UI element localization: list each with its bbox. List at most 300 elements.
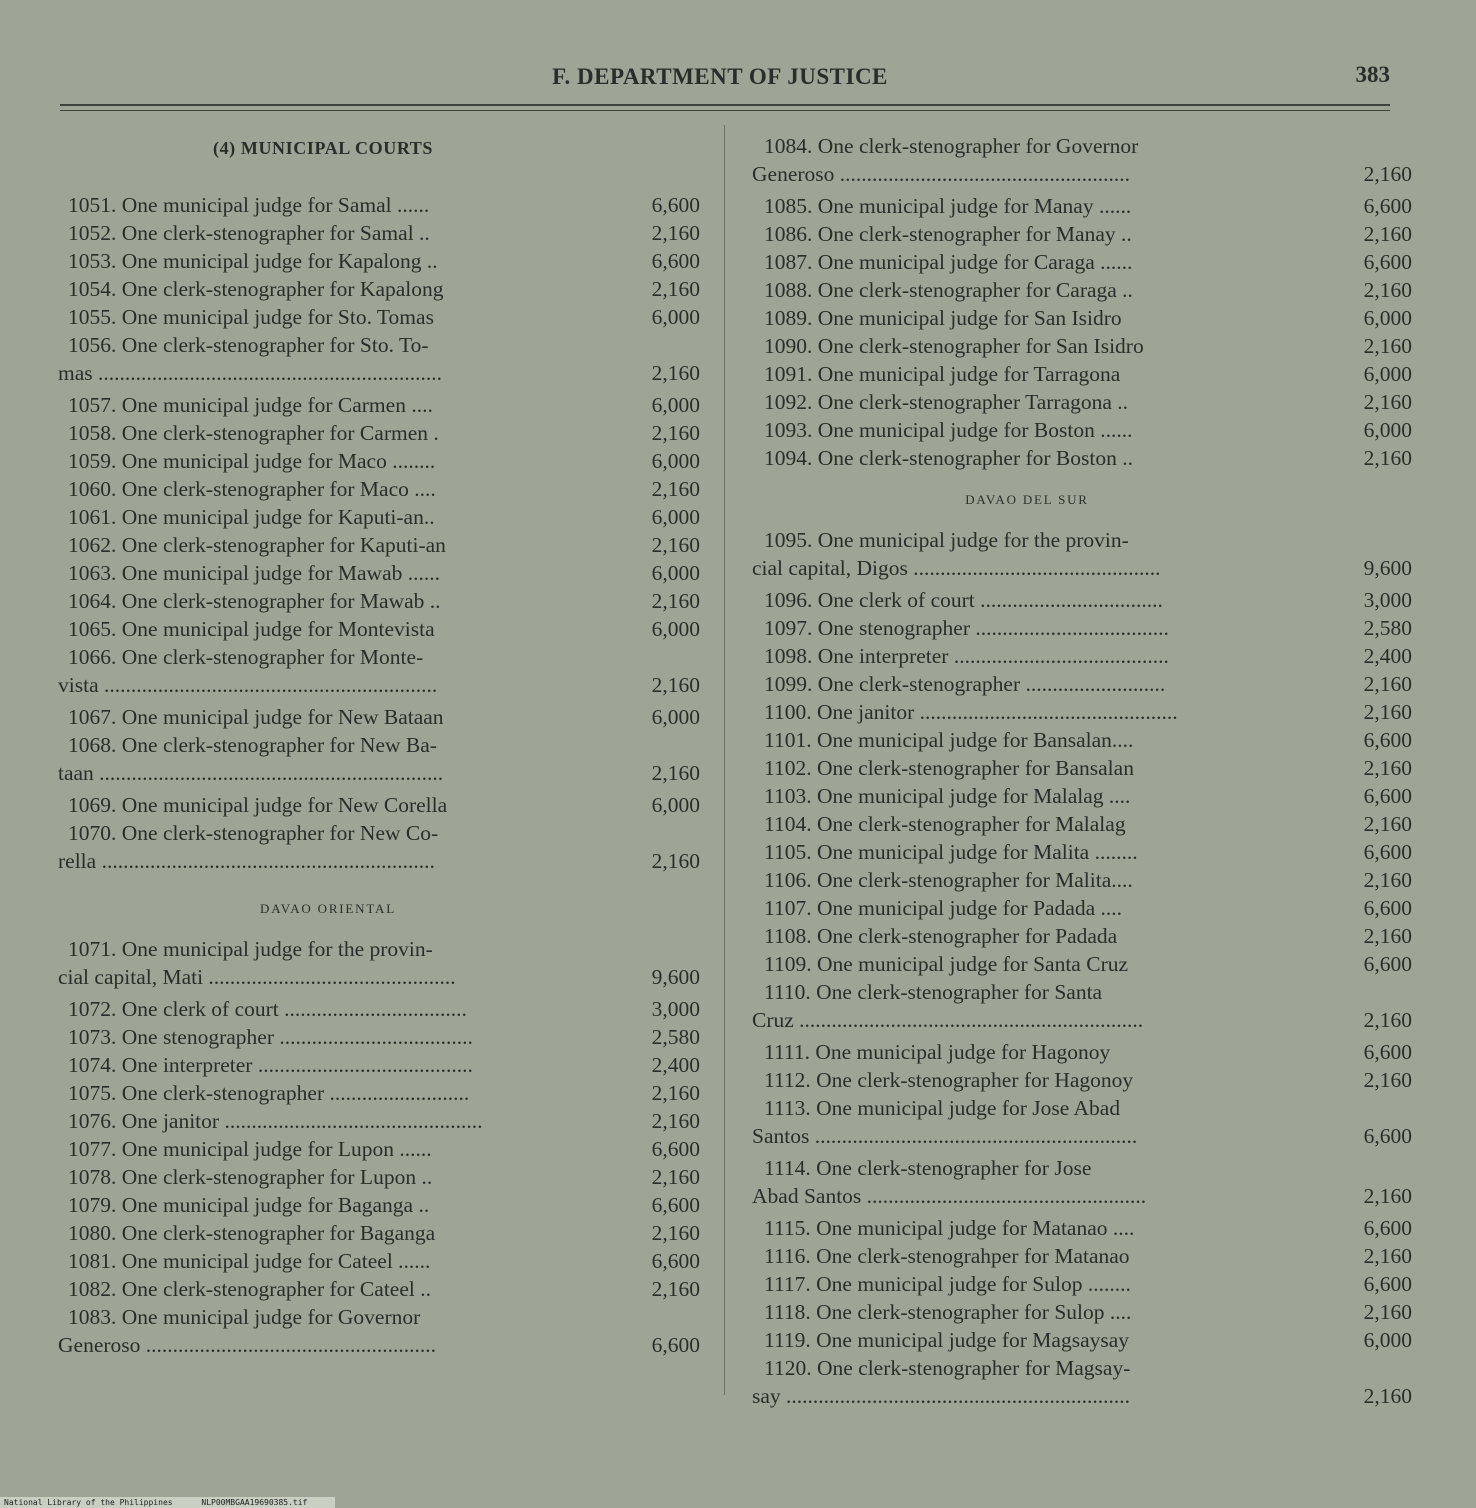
item-text: 1060. One clerk-stenographer for Maco ....	[68, 477, 436, 501]
item-description	[58, 303, 540, 331]
budget-item	[752, 950, 1412, 978]
item-amount: 9,600	[651, 965, 700, 989]
item-amount: 2,160	[1363, 222, 1412, 246]
item-amount: 2,400	[1363, 644, 1412, 668]
item-text: 1064. One clerk-stenographer for Mawab ..	[68, 589, 441, 613]
item-text: 1095. One municipal judge for the provin-	[764, 528, 1129, 552]
budget-item	[58, 1163, 708, 1191]
item-amount: 6,600	[1363, 1272, 1412, 1296]
item-description	[58, 995, 540, 1023]
item-description	[752, 1270, 1234, 1298]
item-description	[752, 922, 1234, 950]
item-text: 1113. One municipal judge for Jose Abad	[764, 1096, 1121, 1120]
item-text: 1115. One municipal judge for Matanao ....	[764, 1216, 1135, 1240]
budget-item	[58, 275, 708, 303]
item-text-continued: cial capital, Mati ..............................................	[58, 965, 456, 989]
item-amount: 2,160	[651, 361, 700, 385]
item-description	[752, 1298, 1234, 1326]
item-text: 1076. One janitor ................................................	[68, 1109, 483, 1133]
budget-item	[58, 819, 708, 875]
item-list-municipal	[58, 191, 708, 875]
item-description	[58, 219, 540, 247]
budget-item	[752, 810, 1412, 838]
item-text: 1084. One clerk-stenographer for Governor	[764, 134, 1139, 158]
item-list-davao-oriental	[58, 935, 708, 1359]
item-description	[58, 935, 540, 991]
item-text: 1108. One clerk-stenographer for Padada	[764, 924, 1118, 948]
item-description	[752, 586, 1234, 614]
item-amount: 2,160	[651, 533, 700, 557]
item-text: 1099. One clerk-stenographer ..........................	[764, 672, 1166, 696]
budget-item	[752, 526, 1412, 582]
item-text: 1103. One municipal judge for Malalag ....	[764, 784, 1131, 808]
item-text: 1083. One municipal judge for Governor	[68, 1305, 421, 1329]
item-amount: 6,600	[1363, 194, 1412, 218]
item-description	[752, 1354, 1234, 1410]
right-column	[752, 132, 1412, 1414]
item-amount: 6,000	[651, 793, 700, 817]
item-amount: 2,580	[651, 1025, 700, 1049]
budget-item	[752, 132, 1412, 188]
item-amount: 6,000	[651, 305, 700, 329]
budget-item	[58, 1023, 708, 1051]
item-text: 1078. One clerk-stenographer for Lupon ..	[68, 1165, 433, 1189]
item-amount: 2,160	[1363, 390, 1412, 414]
budget-item	[58, 703, 708, 731]
item-amount: 2,160	[651, 421, 700, 445]
budget-item	[58, 995, 708, 1023]
budget-item	[58, 191, 708, 219]
item-description	[752, 192, 1234, 220]
item-text: 1105. One municipal judge for Malita ........	[764, 840, 1138, 864]
item-text: 1088. One clerk-stenographer for Caraga ..	[764, 278, 1133, 302]
item-amount: 2,160	[651, 221, 700, 245]
budget-item	[752, 978, 1412, 1034]
item-amount: 2,160	[1363, 1184, 1412, 1208]
budget-item	[752, 586, 1412, 614]
item-description	[752, 726, 1234, 754]
page-header	[0, 60, 1476, 100]
budget-item	[58, 1051, 708, 1079]
budget-item	[752, 782, 1412, 810]
item-text: 1111. One municipal judge for Hagonoy	[764, 1040, 1111, 1064]
item-description	[58, 503, 540, 531]
item-text: 1120. One clerk-stenographer for Magsay-	[764, 1356, 1131, 1380]
item-amount: 6,600	[1363, 250, 1412, 274]
item-text: 1096. One clerk of court ..................................	[764, 588, 1163, 612]
item-text: 1107. One municipal judge for Padada ....	[764, 896, 1123, 920]
budget-item	[752, 1154, 1412, 1210]
budget-item	[752, 304, 1412, 332]
item-text: 1075. One clerk-stenographer ..........................	[68, 1081, 470, 1105]
item-description	[752, 810, 1234, 838]
item-text: 1072. One clerk of court ..................................	[68, 997, 467, 1021]
item-description	[58, 1023, 540, 1051]
item-text-continued: vista ..............................................................	[58, 673, 438, 697]
item-amount: 6,600	[651, 1193, 700, 1217]
item-description	[752, 388, 1234, 416]
subsection-title-davao-del-sur: DAVAO DEL SUR	[965, 492, 1089, 507]
item-description	[752, 416, 1234, 444]
item-text: 1067. One municipal judge for New Bataan	[68, 705, 444, 729]
item-amount: 3,000	[1363, 588, 1412, 612]
item-description	[752, 360, 1234, 388]
item-text: 1059. One municipal judge for Maco ........	[68, 449, 436, 473]
item-amount: 2,160	[651, 1277, 700, 1301]
item-text: 1085. One municipal judge for Manay ......	[764, 194, 1132, 218]
item-amount: 6,000	[651, 505, 700, 529]
item-description	[752, 978, 1234, 1034]
item-description	[58, 703, 540, 731]
item-description	[58, 1107, 540, 1135]
item-text-continued: Abad Santos ....................................................	[752, 1184, 1147, 1208]
item-text: 1109. One municipal judge for Santa Cruz	[764, 952, 1129, 976]
section-title: (4) MUNICIPAL COURTS	[212, 138, 434, 158]
item-text: 1073. One stenographer ....................................	[68, 1025, 473, 1049]
item-amount: 2,160	[1363, 1244, 1412, 1268]
item-text: 1070. One clerk-stenographer for New Co-	[68, 821, 439, 845]
item-description	[752, 894, 1234, 922]
item-amount: 2,160	[651, 849, 700, 873]
item-amount: 6,600	[1363, 840, 1412, 864]
item-description	[752, 754, 1234, 782]
item-description	[752, 132, 1234, 188]
budget-item	[752, 192, 1412, 220]
item-description	[58, 247, 540, 275]
item-text: 1058. One clerk-stenographer for Carmen .	[68, 421, 439, 445]
item-text: 1056. One clerk-stenographer for Sto. To-	[68, 333, 429, 357]
budget-item	[58, 503, 708, 531]
item-description	[58, 1247, 540, 1275]
item-amount: 2,160	[651, 277, 700, 301]
item-amount: 6,000	[651, 705, 700, 729]
column-divider	[724, 125, 725, 1395]
item-description	[58, 391, 540, 419]
item-text: 1097. One stenographer ....................................	[764, 616, 1169, 640]
item-amount: 6,600	[1363, 1216, 1412, 1240]
item-text: 1110. One clerk-stenographer for Santa	[764, 980, 1103, 1004]
item-description	[58, 447, 540, 475]
budget-item	[58, 1191, 708, 1219]
item-description	[752, 220, 1234, 248]
budget-item	[752, 248, 1412, 276]
budget-item	[752, 416, 1412, 444]
budget-item	[58, 1107, 708, 1135]
budget-item	[58, 447, 708, 475]
item-text: 1077. One municipal judge for Lupon ......	[68, 1137, 432, 1161]
item-text: 1063. One municipal judge for Mawab ......	[68, 561, 440, 585]
budget-item	[752, 1326, 1412, 1354]
item-text: 1082. One clerk-stenographer for Cateel ..	[68, 1277, 431, 1301]
item-description	[58, 791, 540, 819]
item-description	[752, 838, 1234, 866]
budget-item	[752, 1270, 1412, 1298]
item-list-davao-del-sur	[752, 526, 1412, 1410]
footer-library: National Library of the Philippines	[4, 1498, 173, 1507]
item-amount: 2,160	[1363, 278, 1412, 302]
item-amount: 6,000	[1363, 1328, 1412, 1352]
item-amount: 2,160	[651, 761, 700, 785]
budget-item	[58, 1079, 708, 1107]
item-text: 1116. One clerk-stenograhper for Matanao	[764, 1244, 1130, 1268]
budget-item	[58, 643, 708, 699]
budget-item	[58, 419, 708, 447]
item-description	[752, 866, 1234, 894]
item-text: 1053. One municipal judge for Kapalong ..	[68, 249, 438, 273]
header-rule	[60, 104, 1390, 106]
budget-item	[752, 754, 1412, 782]
budget-item	[58, 303, 708, 331]
item-amount: 2,400	[651, 1053, 700, 1077]
item-text: 1098. One interpreter ........................................	[764, 644, 1169, 668]
item-amount: 2,160	[1363, 446, 1412, 470]
item-amount: 6,600	[1363, 896, 1412, 920]
budget-item	[58, 219, 708, 247]
scan-footer	[0, 1497, 335, 1508]
item-amount: 2,160	[651, 1165, 700, 1189]
item-description	[752, 1094, 1234, 1150]
item-description	[752, 698, 1234, 726]
item-text: 1069. One municipal judge for New Corella	[68, 793, 448, 817]
item-description	[752, 332, 1234, 360]
header-rule-thin	[60, 110, 1390, 111]
item-amount: 6,600	[1363, 784, 1412, 808]
item-amount: 2,160	[1363, 812, 1412, 836]
budget-item	[752, 1298, 1412, 1326]
item-amount: 2,160	[651, 1221, 700, 1245]
item-text: 1054. One clerk-stenographer for Kapalong	[68, 277, 444, 301]
budget-item	[752, 670, 1412, 698]
budget-item	[58, 587, 708, 615]
item-text-continued: say ................................................................	[752, 1384, 1131, 1408]
item-text: 1057. One municipal judge for Carmen ....	[68, 393, 433, 417]
item-text: 1118. One clerk-stenographer for Sulop ....	[764, 1300, 1132, 1324]
item-description	[752, 782, 1234, 810]
item-description	[58, 1163, 540, 1191]
item-amount: 6,600	[1363, 1124, 1412, 1148]
item-text: 1074. One interpreter ........................................	[68, 1053, 473, 1077]
budget-item	[752, 894, 1412, 922]
budget-item	[58, 1219, 708, 1247]
item-text: 1051. One municipal judge for Samal ......	[68, 193, 430, 217]
budget-item	[752, 726, 1412, 754]
item-text: 1106. One clerk-stenographer for Malita....	[764, 868, 1133, 892]
budget-item	[58, 475, 708, 503]
item-text: 1052. One clerk-stenographer for Samal ..	[68, 221, 430, 245]
item-description	[58, 731, 540, 787]
item-description	[752, 642, 1234, 670]
item-amount: 6,000	[1363, 362, 1412, 386]
budget-item	[58, 559, 708, 587]
item-amount: 2,160	[1363, 868, 1412, 892]
budget-item	[58, 935, 708, 991]
item-description	[58, 1135, 540, 1163]
item-text: 1092. One clerk-stenographer Tarragona ..	[764, 390, 1129, 414]
budget-item	[752, 1242, 1412, 1270]
item-description	[58, 1051, 540, 1079]
budget-item	[58, 731, 708, 787]
item-text-continued: Generoso ......................................................	[752, 162, 1131, 186]
item-description	[58, 1219, 540, 1247]
item-text: 1102. One clerk-stenographer for Bansalan	[764, 756, 1134, 780]
item-amount: 6,600	[1363, 952, 1412, 976]
item-amount: 2,160	[651, 673, 700, 697]
footer-file: NLP00MBGAA19690385.tif	[201, 1498, 308, 1507]
item-amount: 2,160	[651, 1081, 700, 1105]
item-text: 1080. One clerk-stenographer for Baganga	[68, 1221, 436, 1245]
item-description	[58, 191, 540, 219]
item-description	[752, 670, 1234, 698]
item-amount: 2,160	[1363, 672, 1412, 696]
budget-item	[752, 1094, 1412, 1150]
item-description	[58, 531, 540, 559]
item-amount: 6,000	[1363, 418, 1412, 442]
budget-item	[752, 388, 1412, 416]
item-description	[752, 1038, 1234, 1066]
item-amount: 2,160	[651, 477, 700, 501]
budget-item	[58, 1275, 708, 1303]
budget-item	[752, 444, 1412, 472]
item-amount: 6,000	[1363, 306, 1412, 330]
item-amount: 6,600	[651, 1333, 700, 1357]
item-description	[58, 1191, 540, 1219]
item-text-continued: Santos ............................................................	[752, 1124, 1138, 1148]
page-number: 383	[1355, 62, 1390, 87]
item-amount: 6,000	[651, 449, 700, 473]
item-text-continued: rella ..............................................................	[58, 849, 435, 873]
item-text: 1066. One clerk-stenographer for Monte-	[68, 645, 424, 669]
item-amount: 2,580	[1363, 616, 1412, 640]
item-description	[752, 248, 1234, 276]
item-description	[58, 643, 540, 699]
budget-item	[752, 1354, 1412, 1410]
item-text: 1065. One municipal judge for Montevista	[68, 617, 435, 641]
item-amount: 6,600	[651, 1137, 700, 1161]
item-description	[58, 1303, 540, 1359]
item-text: 1093. One municipal judge for Boston ......	[764, 418, 1133, 442]
item-text-continued: mas ................................................................	[58, 361, 443, 385]
item-amount: 9,600	[1363, 556, 1412, 580]
item-description	[58, 331, 540, 387]
item-amount: 6,000	[651, 561, 700, 585]
budget-item	[752, 1038, 1412, 1066]
item-text: 1119. One municipal judge for Magsaysay	[764, 1328, 1130, 1352]
budget-item	[752, 1214, 1412, 1242]
item-description	[58, 819, 540, 875]
item-description	[752, 1326, 1234, 1354]
budget-item	[58, 531, 708, 559]
item-description	[752, 1154, 1234, 1210]
item-amount: 2,160	[651, 589, 700, 613]
item-description	[58, 475, 540, 503]
item-amount: 6,600	[651, 249, 700, 273]
item-text: 1086. One clerk-stenographer for Manay ..	[764, 222, 1132, 246]
item-description	[752, 444, 1234, 472]
item-text-continued: Generoso ......................................................	[58, 1333, 437, 1357]
item-text: 1101. One municipal judge for Bansalan....	[764, 728, 1134, 752]
item-description	[752, 526, 1234, 582]
item-description	[752, 1214, 1234, 1242]
budget-item	[58, 247, 708, 275]
budget-item	[58, 391, 708, 419]
budget-item	[752, 332, 1412, 360]
item-description	[752, 304, 1234, 332]
item-text: 1079. One municipal judge for Baganga ..	[68, 1193, 430, 1217]
budget-item	[752, 642, 1412, 670]
budget-item	[752, 220, 1412, 248]
item-text: 1071. One municipal judge for the provin-	[68, 937, 433, 961]
item-text: 1055. One municipal judge for Sto. Tomas	[68, 305, 434, 329]
item-text: 1081. One municipal judge for Cateel ......	[68, 1249, 431, 1273]
item-description	[58, 419, 540, 447]
item-amount: 6,600	[1363, 1040, 1412, 1064]
item-amount: 2,160	[1363, 334, 1412, 358]
item-amount: 2,160	[1363, 162, 1412, 186]
item-text: 1061. One municipal judge for Kaputi-an..	[68, 505, 435, 529]
budget-item	[752, 698, 1412, 726]
item-description	[58, 559, 540, 587]
item-text: 1062. One clerk-stenographer for Kaputi-an	[68, 533, 446, 557]
item-text: 1091. One municipal judge for Tarragona	[764, 362, 1121, 386]
item-description	[58, 615, 540, 643]
item-amount: 6,600	[1363, 728, 1412, 752]
item-amount: 6,600	[651, 1249, 700, 1273]
budget-item	[752, 838, 1412, 866]
budget-item	[752, 922, 1412, 950]
budget-item	[58, 331, 708, 387]
page-title: F. DEPARTMENT OF JUSTICE	[552, 64, 888, 89]
item-text: 1087. One municipal judge for Caraga ......	[764, 250, 1133, 274]
item-text: 1089. One municipal judge for San Isidro	[764, 306, 1122, 330]
item-text-continued: taan ................................................................	[58, 761, 444, 785]
budget-item	[752, 360, 1412, 388]
item-amount: 2,160	[1363, 1384, 1412, 1408]
item-amount: 6,600	[651, 193, 700, 217]
item-amount: 6,000	[651, 617, 700, 641]
item-text: 1114. One clerk-stenographer for Jose	[764, 1156, 1092, 1180]
budget-item	[58, 791, 708, 819]
item-amount: 2,160	[1363, 700, 1412, 724]
item-amount: 2,160	[1363, 1300, 1412, 1324]
item-amount: 2,160	[651, 1109, 700, 1133]
item-amount: 2,160	[1363, 924, 1412, 948]
item-description	[58, 1275, 540, 1303]
item-amount: 2,160	[1363, 756, 1412, 780]
budget-item	[58, 1247, 708, 1275]
item-description	[752, 1066, 1234, 1094]
item-text: 1117. One municipal judge for Sulop ........	[764, 1272, 1131, 1296]
item-text: 1094. One clerk-stenographer for Boston ..	[764, 446, 1133, 470]
item-text: 1112. One clerk-stenographer for Hagonoy	[764, 1068, 1134, 1092]
item-description	[58, 587, 540, 615]
item-description	[58, 275, 540, 303]
subsection-title-davao-oriental: DAVAO ORIENTAL	[260, 901, 396, 916]
budget-item	[58, 1303, 708, 1359]
item-text-continued: cial capital, Digos ..............................................	[752, 556, 1161, 580]
item-text-continued: Cruz ................................................................	[752, 1008, 1144, 1032]
item-amount: 6,000	[651, 393, 700, 417]
item-text: 1100. One janitor ................................................	[764, 700, 1178, 724]
item-list-continued	[752, 132, 1412, 472]
item-description	[58, 1079, 540, 1107]
item-text: 1090. One clerk-stenographer for San Isidro	[764, 334, 1144, 358]
item-amount: 2,160	[1363, 1068, 1412, 1092]
item-description	[752, 1242, 1234, 1270]
budget-item	[752, 276, 1412, 304]
item-text: 1068. One clerk-stenographer for New Ba-	[68, 733, 437, 757]
budget-item	[752, 866, 1412, 894]
budget-item	[58, 615, 708, 643]
